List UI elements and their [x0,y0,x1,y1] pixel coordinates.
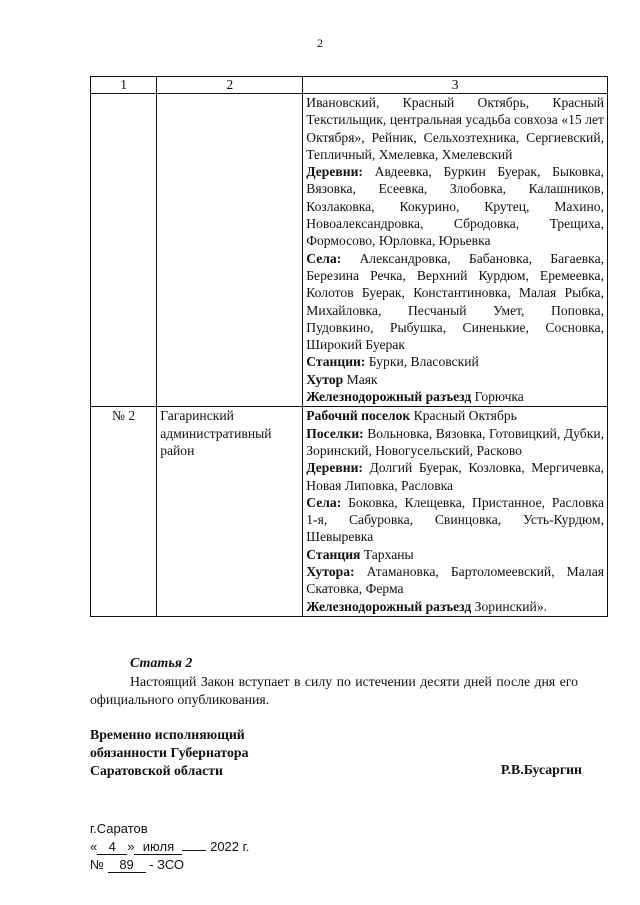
settlement-type-label: Деревни: [306,460,363,476]
settlements-cell [303,407,608,617]
column-header: 2 [157,77,303,94]
signatory-position [90,726,249,780]
settlement-list: Вольновка, Вязовка, Готовицкий, Дубки, Зоринский, Новогусельский, Расково [306,425,604,458]
districts-table [90,76,608,617]
settlement-group [306,250,604,354]
settlement-group [306,494,604,546]
settlement-list: Маяк [346,371,378,387]
signatory-name: Р.В.Бусаргин [500,762,582,777]
settlement-group [306,425,604,460]
law-number-line: № 89 - ЗСО [90,857,185,872]
law-number-suffix: - ЗСО [149,857,185,872]
table-row [91,407,608,617]
table-row [91,94,608,407]
column-header: 1 [91,77,157,94]
settlement-type-label: Села: [306,250,342,266]
place-and-date [90,820,249,874]
settlement-list: Авдеевка, Буркин Буерак, Быковка, Вязовка, Есеевка, Злобовка, Калашников, Козлаковка, Кокурино, Крутец, Махино, Новоалександровка, Сбродовка, Трещиха, Формосово, Юрловка, Юрьевка [306,164,604,249]
settlement-list: Тарханы [363,546,414,562]
column-header: 3 [303,77,608,94]
row-number [91,94,157,407]
date-line: « 4 » июля 2022 г. [90,839,250,854]
page-number: 2 [317,36,323,50]
settlement-type-label: Рабочий поселок [306,408,411,424]
settlement-group [306,459,604,494]
settlement-group [306,371,604,388]
settlements-cell [303,94,608,407]
date-year: 2022 г. [210,839,250,854]
date-day: 4 [97,840,127,855]
settlement-type-label: Хутора: [306,564,355,580]
city: г.Саратов [90,821,148,836]
date-month: июля [134,840,182,855]
table-header-row [91,77,608,94]
settlement-list: Атамановка, Бартоломеевский, Малая Скатовка, Ферма [306,564,604,597]
settlement-list: Долгий Буерак, Козловка, Мергичевка, Новая Липовка, Расловка [306,460,604,493]
settlement-group [306,407,604,424]
settlement-list: Боковка, Клещевка, Пристанное, Расловка 1-я, Сабуровка, Свинцовка, Усть-Курдюм, Шевыревка [306,494,604,545]
settlement-type-label: Железнодорожный разъезд [306,389,472,405]
settlement-group [306,163,604,249]
settlement-group [306,598,604,615]
settlement-list: Зоринский». [474,598,548,614]
settlement-group [306,94,604,163]
region-name [157,94,303,407]
row-number: № 2 [91,407,157,617]
settlement-group [306,563,604,598]
settlement-group [306,388,604,405]
settlement-list: Бурки, Власовский [368,354,479,370]
settlement-type-label: Села: [306,494,342,510]
settlement-group [306,353,604,370]
article-title: Статья 2 [130,656,193,671]
signatory-position-line: Саратовской области [90,763,223,778]
settlement-type-label: Станция [306,546,361,562]
settlement-type-label: Станции: [306,354,366,370]
settlement-group [306,546,604,563]
settlement-list: Горючка [474,389,524,405]
settlement-type-label: Деревни: [306,164,363,180]
settlement-type-label: Железнодорожный разъезд [306,598,472,614]
article-text: Настоящий Закон вступает в силу по истечении десяти дней после дня его официального опубликования. [90,674,578,707]
settlement-list: Красный Октябрь [413,408,517,424]
settlement-type-label: Поселки: [306,425,364,441]
settlement-list: Александровка, Бабановка, Багаевка, Березина Речка, Верхний Курдюм, Еремеевка, Колотов Буерак, Константиновка, Малая Рыбка, Михайловка, Песчаный Умет, Поповка, Пудовкино, Рыбушка, Синенькие, Сосновка, Широкий Буерак [306,250,604,353]
signatory-position-line: Временно исполняющий [90,727,245,742]
settlement-type-label: Хутор [306,371,344,387]
settlement-list: Ивановский, Красный Октябрь, Красный Текстильщик, центральная усадьба совхоза «15 лет Октября», Рейник, Сельхозтехника, Сергиевский, Тепличный, Хмелевка, Хмелевский [306,95,604,162]
law-number: 89 [108,858,146,873]
date-blank [182,850,206,851]
region-name: Гагаринский административный район [157,407,303,617]
signatory-position-line: обязанности Губернатора [90,745,249,760]
